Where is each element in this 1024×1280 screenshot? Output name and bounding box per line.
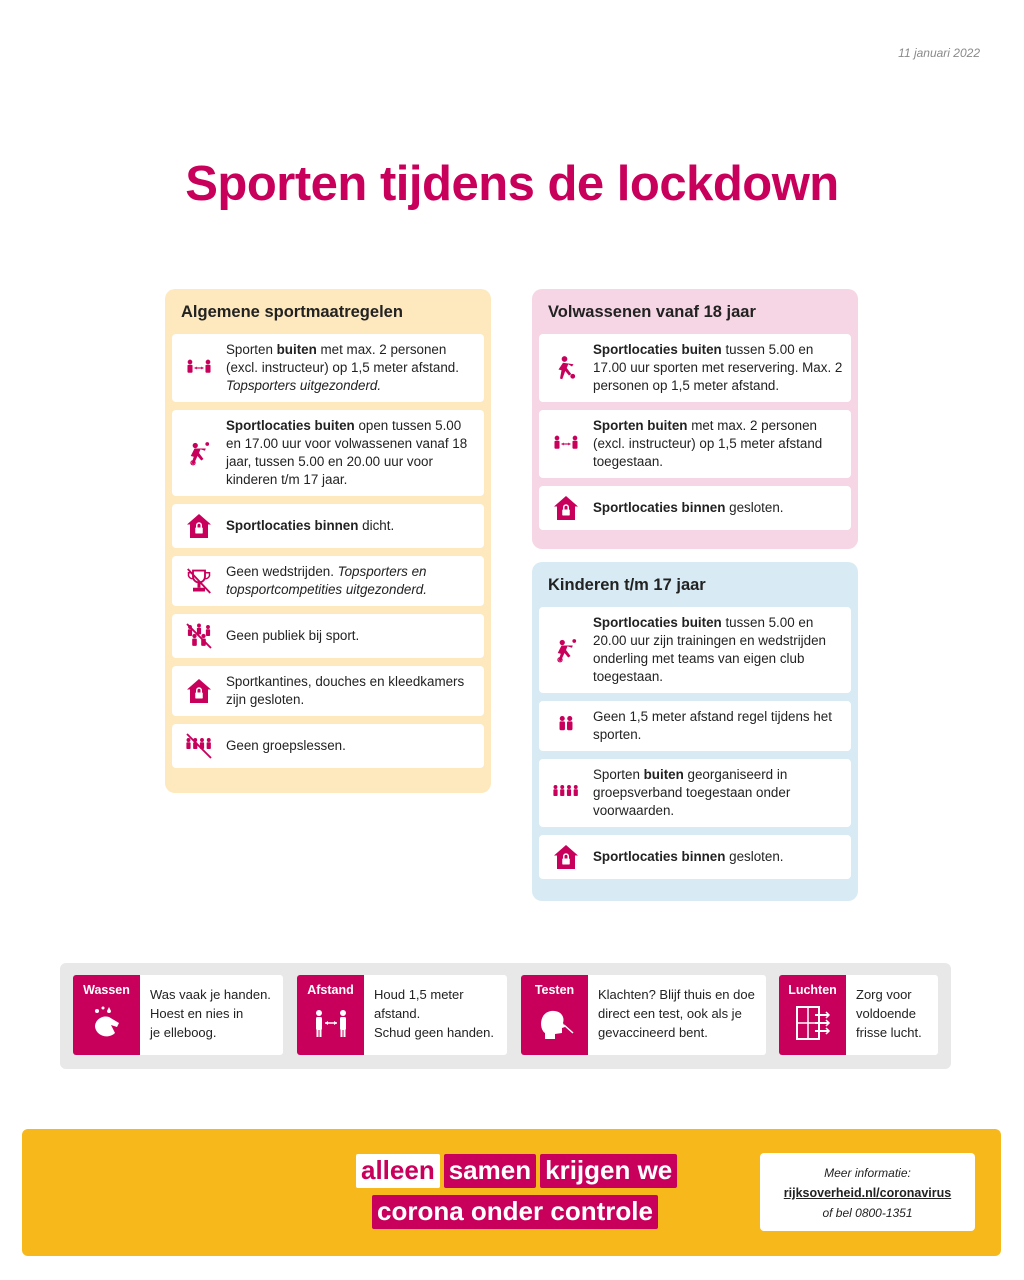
distance-icon	[178, 353, 220, 383]
info-phone: of bel 0800-1351	[822, 1206, 913, 1220]
measure-text-part: open tussen 5.00 en 17.00 uur voor volwassenen vanaf 18 jaar, tussen 5.00 en 20.00 uur voor kinderen t/m 17 jaar.	[226, 418, 468, 487]
measure-text	[220, 417, 476, 489]
measure-card	[172, 556, 484, 606]
rule-label-text: Luchten	[788, 983, 837, 997]
adults-panel	[532, 289, 858, 549]
measure-card	[539, 759, 851, 827]
measure-text	[220, 737, 346, 755]
measure-card	[172, 724, 484, 768]
measure-text-part: Sporten	[593, 767, 644, 782]
measure-text-part: dicht.	[358, 518, 395, 533]
slogan-word: alleen	[356, 1154, 440, 1188]
measure-card	[539, 835, 851, 879]
panel-heading: Kinderen t/m 17 jaar	[548, 576, 706, 594]
measure-text-part: Geen publiek bij sport.	[226, 628, 360, 643]
rule-line: voldoende	[856, 1006, 916, 1021]
measure-text-note: Topsporters uitgezonderd.	[226, 378, 382, 393]
rule-line: Schud geen handen.	[374, 1025, 494, 1040]
rule-line: Klachten? Blijf thuis en doe	[598, 987, 755, 1002]
info-heading: Meer informatie:	[824, 1166, 911, 1180]
measure-text	[587, 766, 843, 820]
rule-text	[846, 975, 930, 1055]
rule-line: gevaccineerd bent.	[598, 1025, 708, 1040]
measure-text-part: Sportlocaties binnen	[593, 849, 726, 864]
measure-text-part: Sportlocaties binnen	[226, 518, 359, 533]
general-measures-panel	[165, 289, 491, 793]
slogan-line-2	[372, 1195, 662, 1229]
measure-text	[587, 614, 843, 686]
measure-card	[172, 334, 484, 402]
measure-card	[539, 486, 851, 530]
measure-card	[539, 701, 851, 751]
measure-text-part: georganiseerd in groepsverband toegestaan onder voorwaarden.	[593, 767, 791, 818]
measure-text-part: Sportlocaties binnen	[593, 500, 726, 515]
measure-card	[172, 666, 484, 716]
rule-testen	[521, 975, 766, 1055]
kids-sport-icon	[545, 635, 587, 665]
measure-text	[220, 673, 476, 709]
measure-text-part: Geen groepslessen.	[226, 738, 346, 753]
closed-building-icon	[178, 511, 220, 541]
measures-list	[539, 334, 851, 530]
measure-text-part: met max. 2 personen (excl. instructeur) op 1,5 meter afstand toegestaan.	[593, 418, 823, 469]
rule-wassen	[73, 975, 283, 1055]
rule-label	[521, 975, 588, 1055]
measure-text	[587, 708, 843, 744]
measure-text-part: buiten	[643, 767, 684, 782]
rule-label-text: Testen	[534, 983, 575, 997]
measure-card	[172, 614, 484, 658]
measure-text-note: Topsporters en topsportcompetities uitgezonderd.	[226, 564, 427, 597]
measure-text-part: Geen 1,5 meter afstand regel tijdens het sporten.	[593, 709, 832, 742]
slogan-line-1	[356, 1154, 681, 1188]
hand-wash-icon	[87, 997, 127, 1048]
panel-heading: Volwassenen vanaf 18 jaar	[548, 303, 756, 321]
basic-rules-bar	[60, 963, 951, 1069]
measure-text-part: met max. 2 personen (excl. instructeur) op 1,5 meter afstand.	[226, 342, 459, 375]
measure-card	[539, 607, 851, 693]
rule-line: direct een test, ook als je	[598, 1006, 742, 1021]
measure-text	[220, 627, 359, 645]
rule-line: Zorg voor	[856, 987, 912, 1002]
ventilation-icon	[793, 997, 833, 1048]
rule-text	[364, 975, 502, 1055]
panel-heading: Algemene sportmaatregelen	[181, 303, 403, 321]
measure-text	[220, 517, 394, 535]
measure-card	[172, 504, 484, 548]
measure-text	[587, 848, 784, 866]
closed-building-icon	[545, 493, 587, 523]
two-persons-icon	[545, 711, 587, 741]
measure-text-part: gesloten.	[725, 849, 784, 864]
distance-icon	[311, 997, 351, 1048]
measure-card	[539, 410, 851, 478]
measure-text-part: Sportlocaties buiten	[593, 342, 722, 357]
rule-line: frisse lucht.	[856, 1025, 922, 1040]
distance-icon	[545, 429, 587, 459]
no-trophy-icon	[178, 566, 220, 596]
info-box	[760, 1153, 975, 1231]
rule-line: Houd 1,5 meter	[374, 987, 464, 1002]
slogan-word: samen	[444, 1154, 536, 1188]
kids-panel	[532, 562, 858, 901]
rule-luchten	[779, 975, 938, 1055]
measure-text-part: Sportlocaties buiten	[593, 615, 722, 630]
rule-label	[779, 975, 846, 1055]
measure-text-part: Sporten	[226, 342, 277, 357]
measure-card	[539, 334, 851, 402]
rule-line: Was vaak je handen.	[150, 987, 271, 1002]
info-link[interactable]: rijksoverheid.nl/coronavirus	[783, 1186, 952, 1200]
measures-list	[539, 607, 851, 879]
measure-text-part: Sportlocaties buiten	[226, 418, 355, 433]
runner-icon	[545, 353, 587, 383]
rule-label	[297, 975, 364, 1055]
measure-text	[220, 341, 476, 395]
closed-building-icon	[545, 842, 587, 872]
measures-list	[172, 334, 484, 768]
measure-text-part: gesloten.	[725, 500, 784, 515]
measure-text	[220, 563, 476, 599]
rule-line: je elleboog.	[150, 1025, 217, 1040]
measure-text	[587, 341, 843, 395]
measure-text-part: tussen 5.00 en 20.00 uur zijn trainingen en wedstrijden onderling met teams van eigen club toegestaan.	[593, 615, 826, 684]
group-icon	[545, 778, 587, 808]
rule-afstand	[297, 975, 507, 1055]
rule-line: afstand.	[374, 1006, 421, 1021]
rule-text	[140, 975, 279, 1055]
measure-text	[587, 417, 843, 471]
footer-banner	[22, 1129, 1001, 1256]
measure-card	[172, 410, 484, 496]
rule-label	[73, 975, 140, 1055]
measure-text	[587, 499, 784, 517]
rule-label-text: Afstand	[307, 983, 354, 997]
rule-line: Hoest en nies in	[150, 1006, 244, 1021]
slogan-word: corona onder controle	[372, 1195, 658, 1229]
kids-sport-icon	[178, 438, 220, 468]
measure-text-part: buiten	[276, 342, 317, 357]
no-audience-icon	[178, 621, 220, 651]
measure-text-part: Sporten buiten	[593, 418, 688, 433]
slogan-word: krijgen we	[540, 1154, 677, 1188]
measure-text-part: tussen 5.00 en 17.00 uur sporten met reservering. Max. 2 personen op 1,5 meter afstand.	[593, 342, 843, 393]
rule-text	[588, 975, 763, 1055]
measure-text-part: Geen wedstrijden.	[226, 564, 338, 579]
measure-text-part: Sportkantines, douches en kleedkamers zijn gesloten.	[226, 674, 465, 707]
test-icon	[535, 997, 575, 1048]
date-label: 11 januari 2022	[898, 46, 980, 60]
rule-label-text: Wassen	[83, 983, 130, 997]
no-group-icon	[178, 731, 220, 761]
page-title: Sporten tijdens de lockdown	[185, 157, 839, 211]
closed-building-icon	[178, 676, 220, 706]
